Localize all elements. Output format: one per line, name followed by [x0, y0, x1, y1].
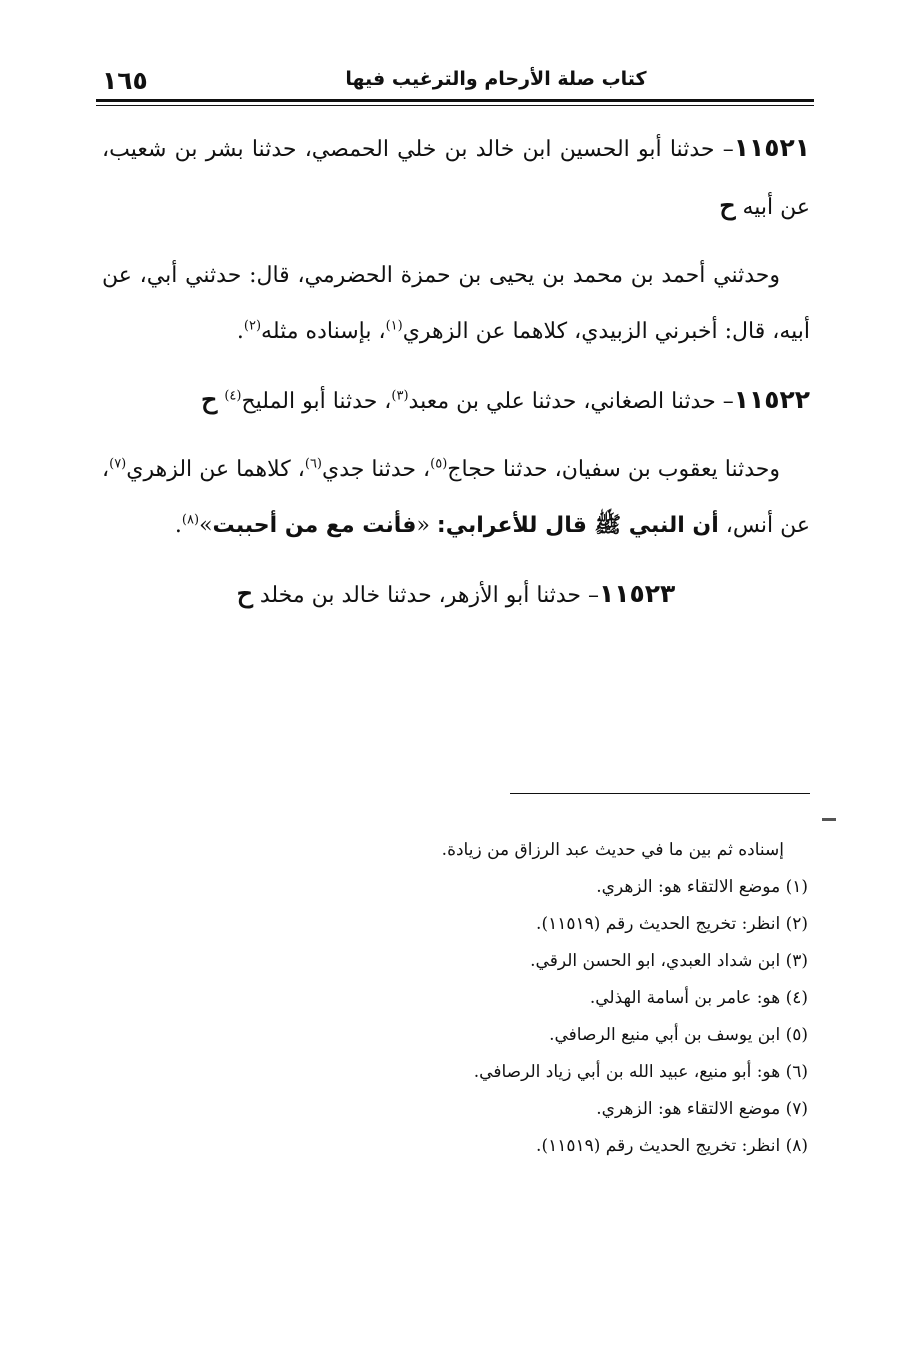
main-text	[102, 120, 810, 636]
chain-text: وحدثني أحمد بن محمد بن يحيى بن حمزة الحضرمي، قال: حدثني أبي، عن أبيه، قال: أخبرني الزبيدي، كلاهما عن الزهري	[102, 263, 810, 344]
footnote-5: (٥) ابن يوسف بن أبي منيع الرصافي.	[549, 1025, 808, 1045]
footnote-7: (٧) موضع الالتقاء هو: الزهري.	[596, 1099, 808, 1119]
footnote-8: (٨) انظر: تخريج الحديث رقم (١١٥١٩).	[536, 1136, 808, 1156]
footnote-ref-4[interactable]: (٤)	[224, 388, 242, 404]
page-number: ١٦٥	[102, 66, 148, 95]
hadith-text: – حدثنا أبو الأزهر، حدثنا خالد بن مخلد	[259, 583, 599, 608]
footnote-ref-5[interactable]: (٥)	[430, 456, 448, 472]
footnotes	[360, 832, 808, 1165]
hadith-11521-second-chain	[102, 248, 810, 360]
footnote-ref-8[interactable]: (٨)	[181, 512, 200, 528]
sentence-end: .	[174, 513, 182, 538]
footnote-ref-6[interactable]: (٦)	[304, 456, 322, 472]
tahwil-marker: ح	[201, 385, 218, 414]
header-rule-thin	[96, 105, 814, 106]
page-header	[96, 62, 814, 100]
header-rule	[96, 99, 814, 102]
chain-text: ، بإسناده مثله	[261, 319, 386, 344]
footnote-continuation: إسناده ثم بين ما في حديث عبد الرزاق من زيادة.	[441, 840, 784, 860]
quote-close: »	[199, 513, 213, 538]
hadith-text: – حدثنا أبو الحسين ابن خالد بن خلي الحمصي، حدثنا بشر بن شعيب، عن أبيه	[102, 137, 810, 220]
hadith-number: ١١٥٢٣	[599, 579, 676, 608]
hadith-text: ، حدثنا أبو المليح	[241, 389, 392, 414]
footnote-separator	[510, 793, 810, 794]
footnote-ref-2[interactable]: (٢)	[243, 318, 262, 334]
matn-intro: أن النبي ﷺ قال للأعرابي:	[436, 513, 719, 538]
running-title: كتاب صلة الأرحام والترغيب فيها	[345, 68, 647, 90]
footnote-4: (٤) هو: عامر بن أسامة الهذلي.	[589, 988, 808, 1008]
scan-mark	[822, 818, 836, 821]
hadith-11521	[102, 120, 810, 236]
hadith-11522-second-chain	[102, 442, 810, 554]
hadith-11522	[102, 372, 810, 430]
chain-text: ، عن أنس،	[102, 457, 810, 538]
chain-text: ، حدثنا جدي	[322, 457, 431, 482]
sentence-end: .	[236, 319, 244, 344]
hadith-11523	[102, 566, 810, 624]
footnote-6: (٦) هو: أبو منيع، عبيد الله بن أبي زياد الرصافي.	[473, 1062, 808, 1082]
hadith-text: – حدثنا الصغاني، حدثنا علي بن معبد	[408, 389, 734, 414]
hadith-number: ١١٥٢٢	[733, 385, 810, 414]
footnote-ref-3[interactable]: (٣)	[391, 388, 409, 404]
hadith-number: ١١٥٢١	[733, 133, 810, 162]
footnote-2: (٢) انظر: تخريج الحديث رقم (١١٥١٩).	[536, 914, 808, 934]
footnote-ref-7[interactable]: (٧)	[109, 456, 127, 472]
footnote-ref-1[interactable]: (١)	[385, 318, 403, 334]
chain-text: ، كلاهما عن الزهري	[126, 457, 305, 482]
footnote-3: (٣) ابن شداد العبدي، ابو الحسن الرقي.	[530, 951, 808, 971]
quote-open: «	[416, 513, 437, 538]
footnote-1: (١) موضع الالتقاء هو: الزهري.	[596, 877, 808, 897]
tahwil-marker: ح	[719, 191, 736, 220]
matn-text: فأنت مع من أحببت	[212, 513, 417, 538]
chain-text: وحدثنا يعقوب بن سفيان، حدثنا حجاج	[447, 457, 780, 482]
tahwil-marker: ح	[236, 579, 253, 608]
